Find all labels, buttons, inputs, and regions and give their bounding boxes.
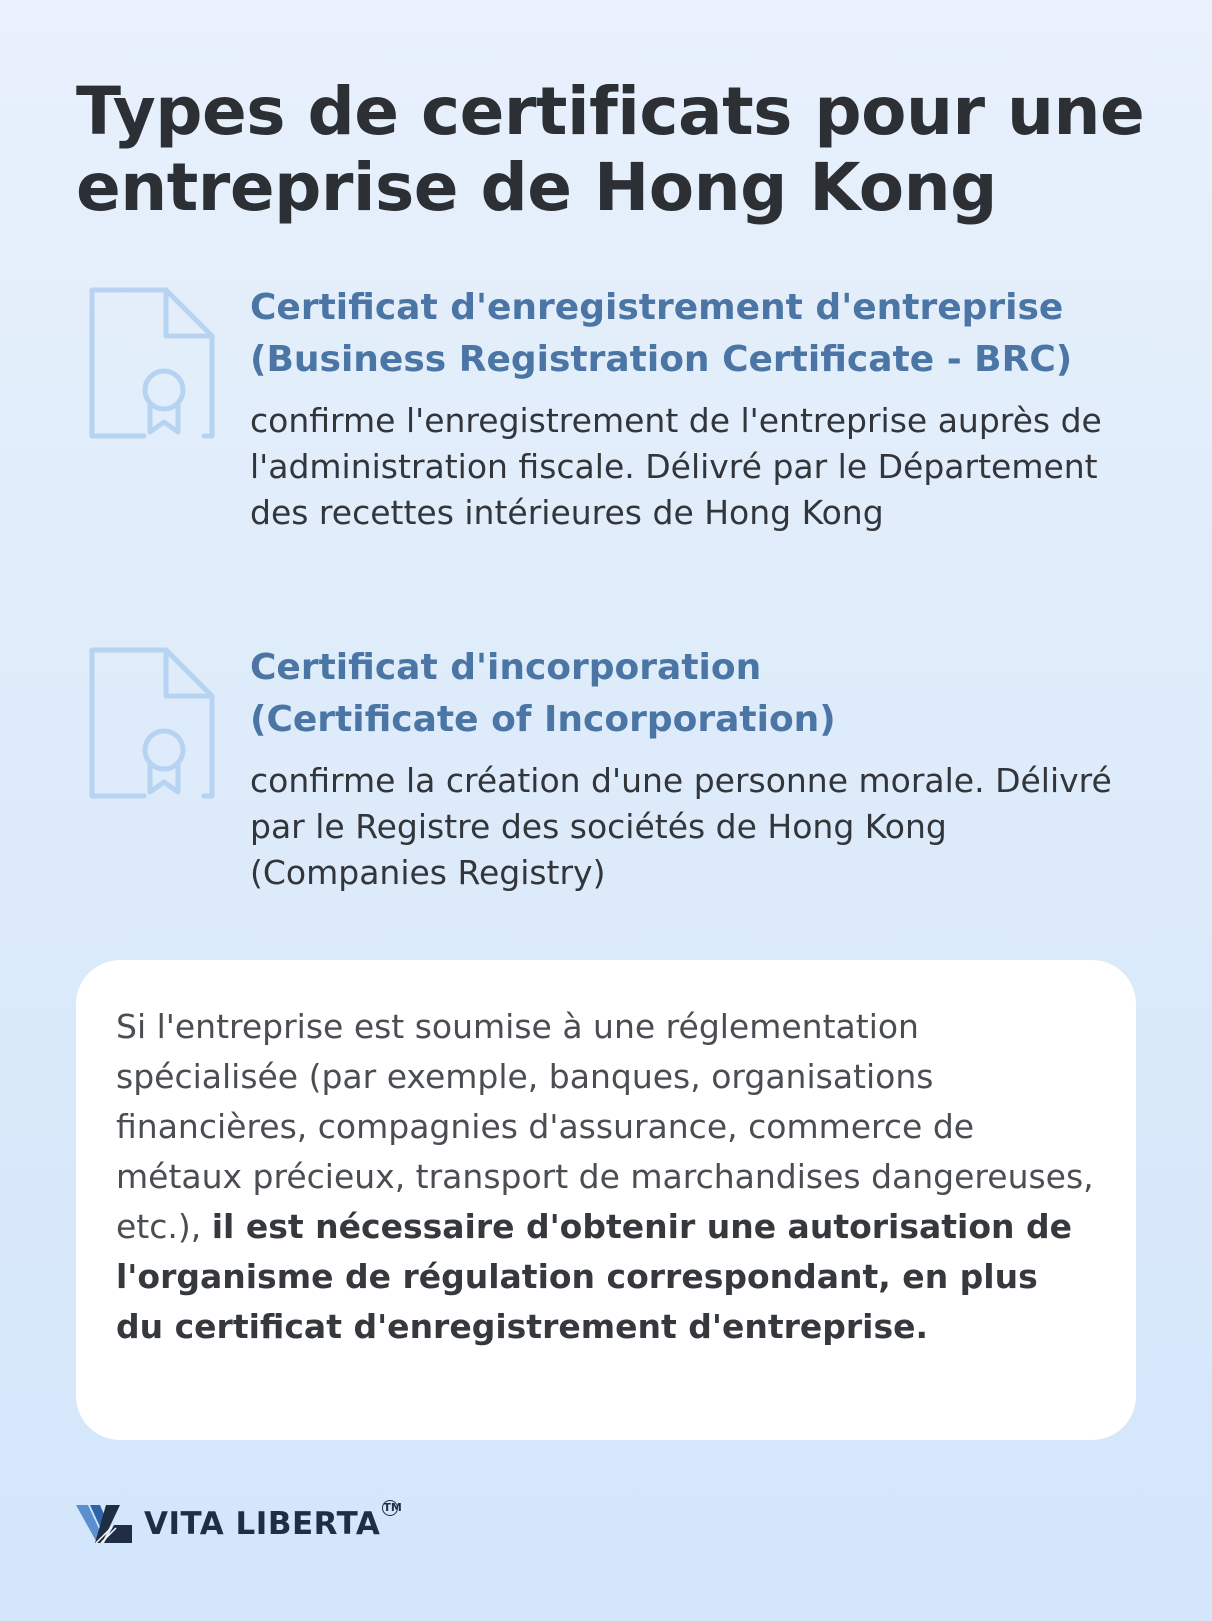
certificate-heading-line1: Certificat d'enregistrement d'entreprise	[250, 287, 1064, 328]
certificate-description: confirme la création d'une personne morale. Délivré par le Registre des sociétés de Hong Kong (Companies Registry)	[250, 761, 1112, 892]
certificate-heading	[250, 642, 1130, 746]
certificate-heading-line1: Certificat d'incorporation	[250, 647, 762, 688]
certificate-heading	[250, 282, 1130, 386]
brand-logo	[76, 1501, 402, 1546]
note-text	[116, 1002, 1096, 1352]
note-card	[76, 960, 1136, 1440]
certificate-document-icon	[88, 286, 216, 442]
certificate-text	[250, 642, 1130, 896]
trademark-symbol: TM	[383, 1501, 402, 1514]
certificate-heading-line2: (Business Registration Certificate - BRC)	[250, 339, 1073, 380]
certificate-description: confirme l'enregistrement de l'entreprise auprès de l'administration fiscale. Délivré par le Département des recettes intérieures de Hong Kong	[250, 401, 1102, 532]
certificate-heading-line2: (Certificate of Incorporation)	[250, 699, 836, 740]
certificate-document-icon	[88, 646, 216, 802]
page-title: Types de certificats pour une entreprise de Hong Kong	[76, 73, 1145, 226]
note-bold-text: il est nécessaire d'obtenir une autorisation de l'organisme de régulation correspondant, en plus du certificat d'enregistrement d'entreprise.	[116, 1207, 1073, 1346]
note-regular-text: Si l'entreprise est soumise à une réglementation spécialisée (par exemple, banques, organisations financières, compagnies d'assurance, commerce de métaux précieux, transport de marchandises dangereuses, etc.),	[116, 1007, 1094, 1246]
certificate-text	[250, 282, 1130, 536]
brand-name: VITA LIBERTA	[144, 1506, 381, 1542]
vita-liberta-logo-icon	[76, 1503, 132, 1545]
